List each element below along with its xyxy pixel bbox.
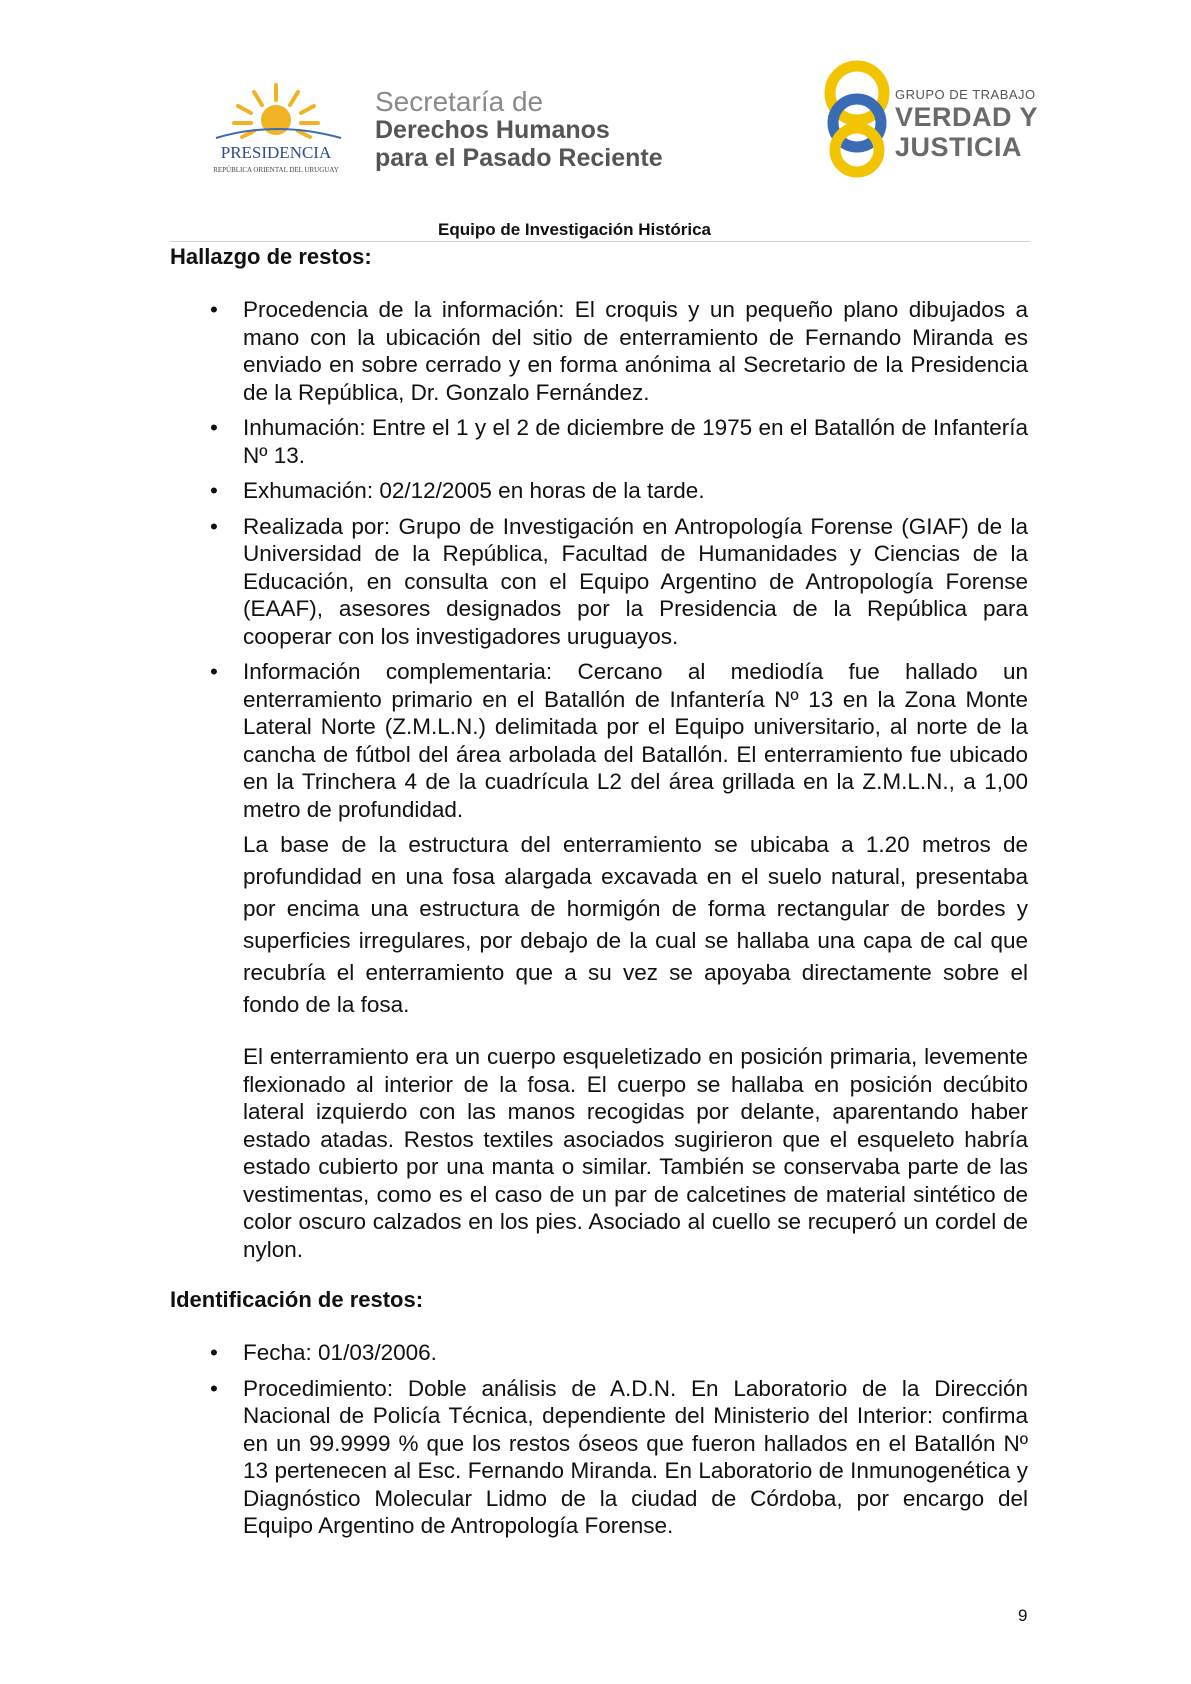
paragraph-enterramiento: El enterramiento era un cuerpo esqueletizado en posición primaria, levemente flexionado al interior de la fosa. El cuerpo se hallaba en posición decúbito lateral izquierdo con las manos recogidas por delante, aparentando haber estado atadas. Restos textiles asociados sugirieron que el esqueleto habría estado cubierto por una manta o similar. También se conservaba parte de las vestimentas, como es el caso de un par de calcetines de material sintético de color oscuro calzados en los pies. Asociado al cuello se recuperó un cordel de nylon. bbox=[243, 1044, 1028, 1262]
paragraph-base-estructura: La base de la estructura del enterramiento se ubicaba a 1.20 metros de profundidad en una fosa alargada excavada en el suelo natural, presentaba por encima una estructura de hormigón de forma rectangular de bordes y superficies irregulares, por debajo de la cual se hallaba una capa de cal que recubría el enterramiento que a su vez se apoyaba directamente sobre el fondo de la fosa. bbox=[243, 832, 1028, 1017]
page-header bbox=[0, 0, 1191, 239]
section-heading-identificacion: Identificación de restos: bbox=[170, 1287, 424, 1312]
list-item-text: Fecha: 01/03/2006. bbox=[243, 1340, 437, 1365]
list-item bbox=[170, 513, 1028, 651]
republica-logo-text: REPÚBLICA ORIENTAL DEL URUGUAY bbox=[213, 166, 339, 174]
list-item bbox=[170, 1339, 1028, 1367]
justicia-label: JUSTICIA bbox=[895, 132, 1023, 162]
grupo-trabajo-label: GRUPO DE TRABAJO bbox=[895, 87, 1036, 102]
verdad-label: VERDAD Y bbox=[895, 102, 1039, 132]
bullet-icon: • bbox=[210, 1375, 218, 1401]
list-item bbox=[170, 1375, 1028, 1540]
list-item-text: Realizada por: Grupo de Investigación en Antropología Forense (GIAF) de la Universidad de la República, Facultad de Humanidades y Ciencias de la Educación, en consulta con el Equipo Argentino de Antropología Forense (EAAF), asesores designados por la Presidencia de la República para cooperar con los investigadores uruguayos. bbox=[243, 513, 1028, 649]
list-item-text: Inhumación: Entre el 1 y el 2 de diciembre de 1975 en el Batallón de Infantería Nº 13. bbox=[243, 415, 1028, 468]
list-item bbox=[170, 296, 1028, 406]
secretaria-line2: Derechos Humanos bbox=[375, 116, 610, 144]
team-subtitle: Equipo de Investigación Histórica bbox=[438, 220, 711, 239]
secretaria-line1: Secretaría de bbox=[375, 86, 544, 117]
verdad-justicia-text bbox=[895, 87, 1038, 162]
bullet-icon: • bbox=[210, 1340, 218, 1365]
section-heading-hallazgo: Hallazgo de restos: bbox=[170, 244, 372, 269]
bullet-icon: • bbox=[210, 297, 218, 322]
page-number: 9 bbox=[1018, 1606, 1028, 1625]
list-item-text: Procedencia de la información: El croquis y un pequeño plano dibujados a mano con la ubicación del sitio de enterramiento de Fernando Miranda es enviado en sobre cerrado y en forma anónima al Secretario de la Presidencia de la República, Dr. Gonzalo Fernández. bbox=[243, 297, 1028, 405]
presidencia-logo-text: PRESIDENCIA bbox=[220, 143, 332, 162]
bullet-icon: • bbox=[210, 478, 218, 503]
presidencia-sun-logo bbox=[196, 80, 356, 180]
identificacion-list bbox=[170, 1339, 1028, 1540]
list-item-text: Información complementaria: Cercano al mediodía fue hallado un enterramiento primario en el Batallón de Infantería Nº 13 en la Zona Monte Lateral Norte (Z.M.L.N.) delimitada por el Equipo universitario, al norte de la cancha de fútbol del área arbolada del Batallón. El enterramiento fue ubicado en la Trinchera 4 de la cuadrícula L2 del área grillada en la Z.M.L.N., a 1,00 metro de profundidad. bbox=[243, 659, 1028, 822]
document-body bbox=[170, 244, 1028, 1548]
bullet-icon: • bbox=[210, 513, 218, 539]
secretaria-line3: para el Pasado Reciente bbox=[375, 144, 663, 172]
bullet-icon: • bbox=[210, 659, 218, 684]
list-item-text: Exhumación: 02/12/2005 en horas de la tarde. bbox=[243, 478, 705, 503]
secretaria-title bbox=[375, 88, 663, 172]
list-item-text: Procedimiento: Doble análisis de A.D.N. En Laboratorio de la Dirección Nacional de Policía Técnica, dependiente del Ministerio del Interior: confirma en un 99.9999 % que los restos óseos que fueron hallados en el Batallón Nº 13 pertenecen al Esc. Fernando Miranda. En Laboratorio de Inmunogenética y Diagnóstico Molecular Lidmo de la ciudad de Córdoba, por encargo del Equipo Argentino de Antropología Forense. bbox=[243, 1375, 1028, 1538]
hallazgo-list bbox=[170, 296, 1028, 823]
list-item bbox=[170, 658, 1028, 823]
bullet-icon: • bbox=[210, 415, 218, 440]
list-item bbox=[170, 414, 1028, 469]
list-item bbox=[170, 477, 1028, 505]
header-divider bbox=[170, 241, 1030, 242]
